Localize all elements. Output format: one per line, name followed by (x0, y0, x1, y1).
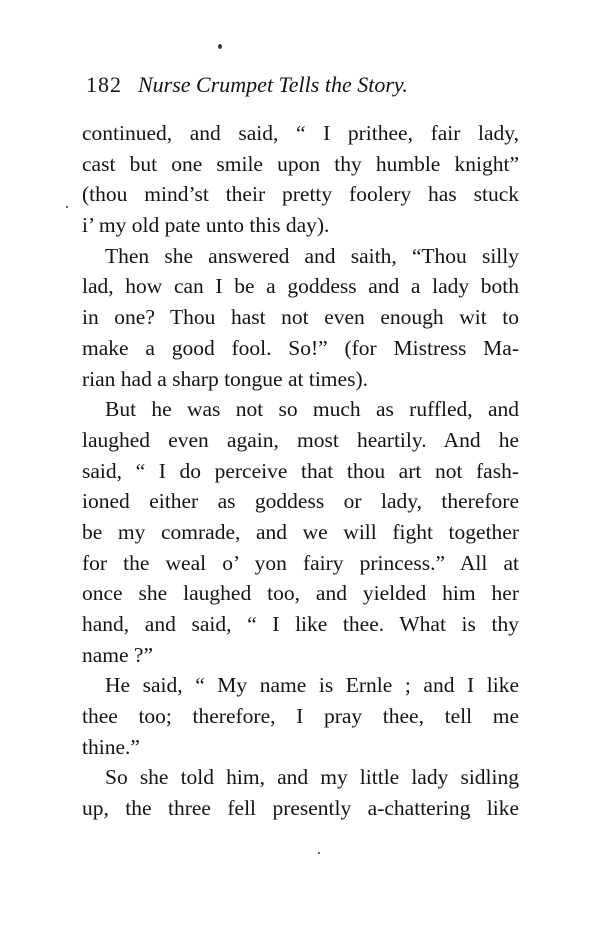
running-header (86, 72, 408, 98)
text-line: name ?” (82, 642, 154, 667)
text-line: laughed even again, most heartily. And he (82, 427, 519, 452)
running-title: Nurse Crumpet Tells the Story. (138, 72, 408, 97)
text-line: continued, and said, “ I prithee, fair lady, (82, 121, 519, 145)
text-line: in one? Thou hast not even enough wit to (82, 305, 519, 330)
text-line: Then she answered and saith, “Thou silly (105, 243, 519, 268)
ink-speck (218, 44, 222, 49)
text-line: for the weal o’ yon fairy princess.” All at (82, 550, 519, 575)
body-text (82, 118, 519, 824)
text-line: ioned either as goddess or lady, therefore (82, 489, 519, 514)
text-line: So she told him, and my little lady sidling (105, 765, 519, 790)
text-line: thine.” (82, 734, 140, 759)
page-number: 182 (86, 72, 122, 97)
text-line: be my comrade, and we will fight together (82, 519, 519, 544)
text-line: make a good fool. So!” (for Mistress Ma- (82, 335, 519, 360)
text-line: said, “ I do perceive that thou art not fash- (82, 458, 519, 483)
text-line: But he was not so much as ruffled, and (105, 397, 519, 422)
text-line: He said, “ My name is Ernle ; and I like (105, 673, 519, 698)
text-line: lad, how can I be a goddess and a lady both (82, 274, 519, 299)
text-line: once she laughed too, and yielded him her (82, 581, 519, 606)
text-line: hand, and said, “ I like thee. What is thy (82, 612, 519, 636)
ink-speck (318, 852, 320, 854)
text-line: cast but one smile upon thy humble knight” (82, 151, 519, 176)
text-line: (thou mind’st their pretty foolery has stuck (82, 182, 519, 207)
ink-speck (66, 206, 68, 208)
text-line: thee too; therefore, I pray thee, tell me (82, 704, 519, 729)
text-line: rian had a sharp tongue at times). (82, 366, 368, 391)
text-line: up, the three fell presently a-chattering like (82, 796, 519, 821)
text-line: i’ my old pate unto this day). (82, 213, 330, 238)
